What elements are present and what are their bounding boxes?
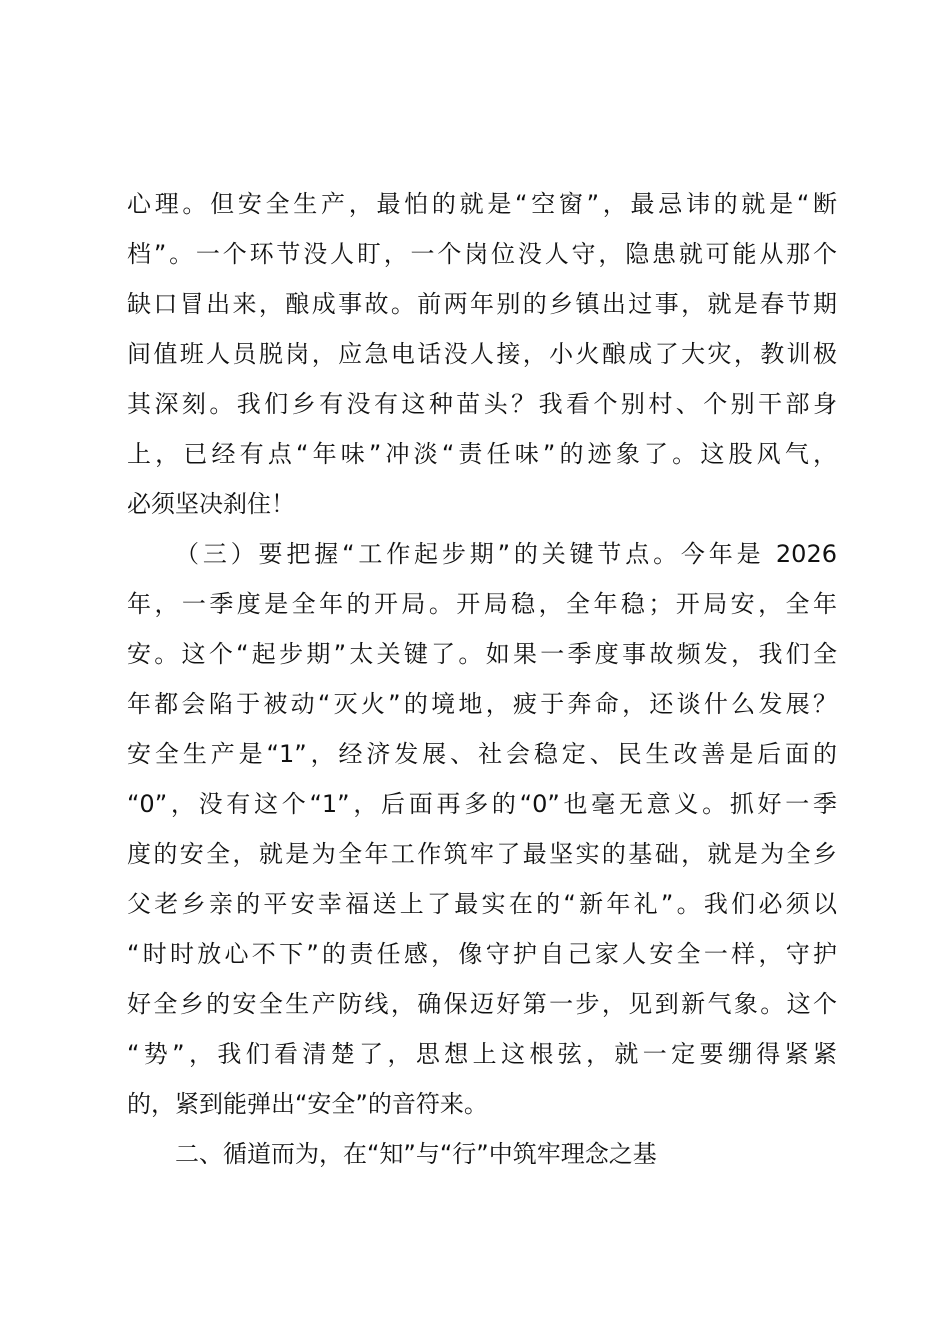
text-line: 必须坚决刹住！ [127, 490, 295, 518]
text-line: 间值班人员脱岗，应急电话没人接，小火酿成了大灾，教训极 [127, 340, 837, 368]
text-line: 其深刻。我们乡有没有这种苗头？我看个别村、个别干部身 [127, 390, 837, 418]
text-line: 年，一季度是全年的开局。开局稳，全年稳；开局安，全年 [127, 590, 837, 618]
text-line: 安全生产是“1”，经济发展、社会稳定、民生改善是后面的 [127, 740, 837, 768]
text-line: 上，已经有点“年味”冲淡“责任味”的迹象了。这股风气， [127, 440, 837, 468]
text-line: 心理。但安全生产，最怕的就是“空窗”，最忌讳的就是“断 [127, 190, 837, 218]
text-line: “势”，我们看清楚了，思想上这根弦，就一定要绷得紧紧 [127, 1040, 837, 1068]
text-line: （三）要把握“工作起步期”的关键节点。今年是 2026 [175, 540, 837, 568]
section-heading: 二、循道而为，在“知”与“行”中筑牢理念之基 [175, 1140, 657, 1168]
text-line: “0”，没有这个“1”，后面再多的“0”也毫无意义。抓好一季 [127, 790, 837, 818]
text-line: 好全乡的安全生产防线，确保迈好第一步，见到新气象。这个 [127, 990, 837, 1018]
text-line: 的，紧到能弹出“安全”的音符来。 [127, 1090, 488, 1118]
text-line: 档”。一个环节没人盯，一个岗位没人守，隐患就可能从那个 [127, 240, 837, 268]
text-line: 度的安全，就是为全年工作筑牢了最坚实的基础，就是为全乡 [127, 840, 837, 868]
text-line: 缺口冒出来，酿成事故。前两年别的乡镇出过事，就是春节期 [127, 290, 837, 318]
text-line: 年都会陷于被动“灭火”的境地，疲于奔命，还谈什么发展？ [127, 690, 837, 718]
text-line: 安。这个“起步期”太关键了。如果一季度事故频发，我们全 [127, 640, 837, 668]
text-line: “时时放心不下”的责任感，像守护自己家人安全一样，守护 [127, 940, 837, 968]
text-line: 父老乡亲的平安幸福送上了最实在的“新年礼”。我们必须以 [127, 890, 837, 918]
